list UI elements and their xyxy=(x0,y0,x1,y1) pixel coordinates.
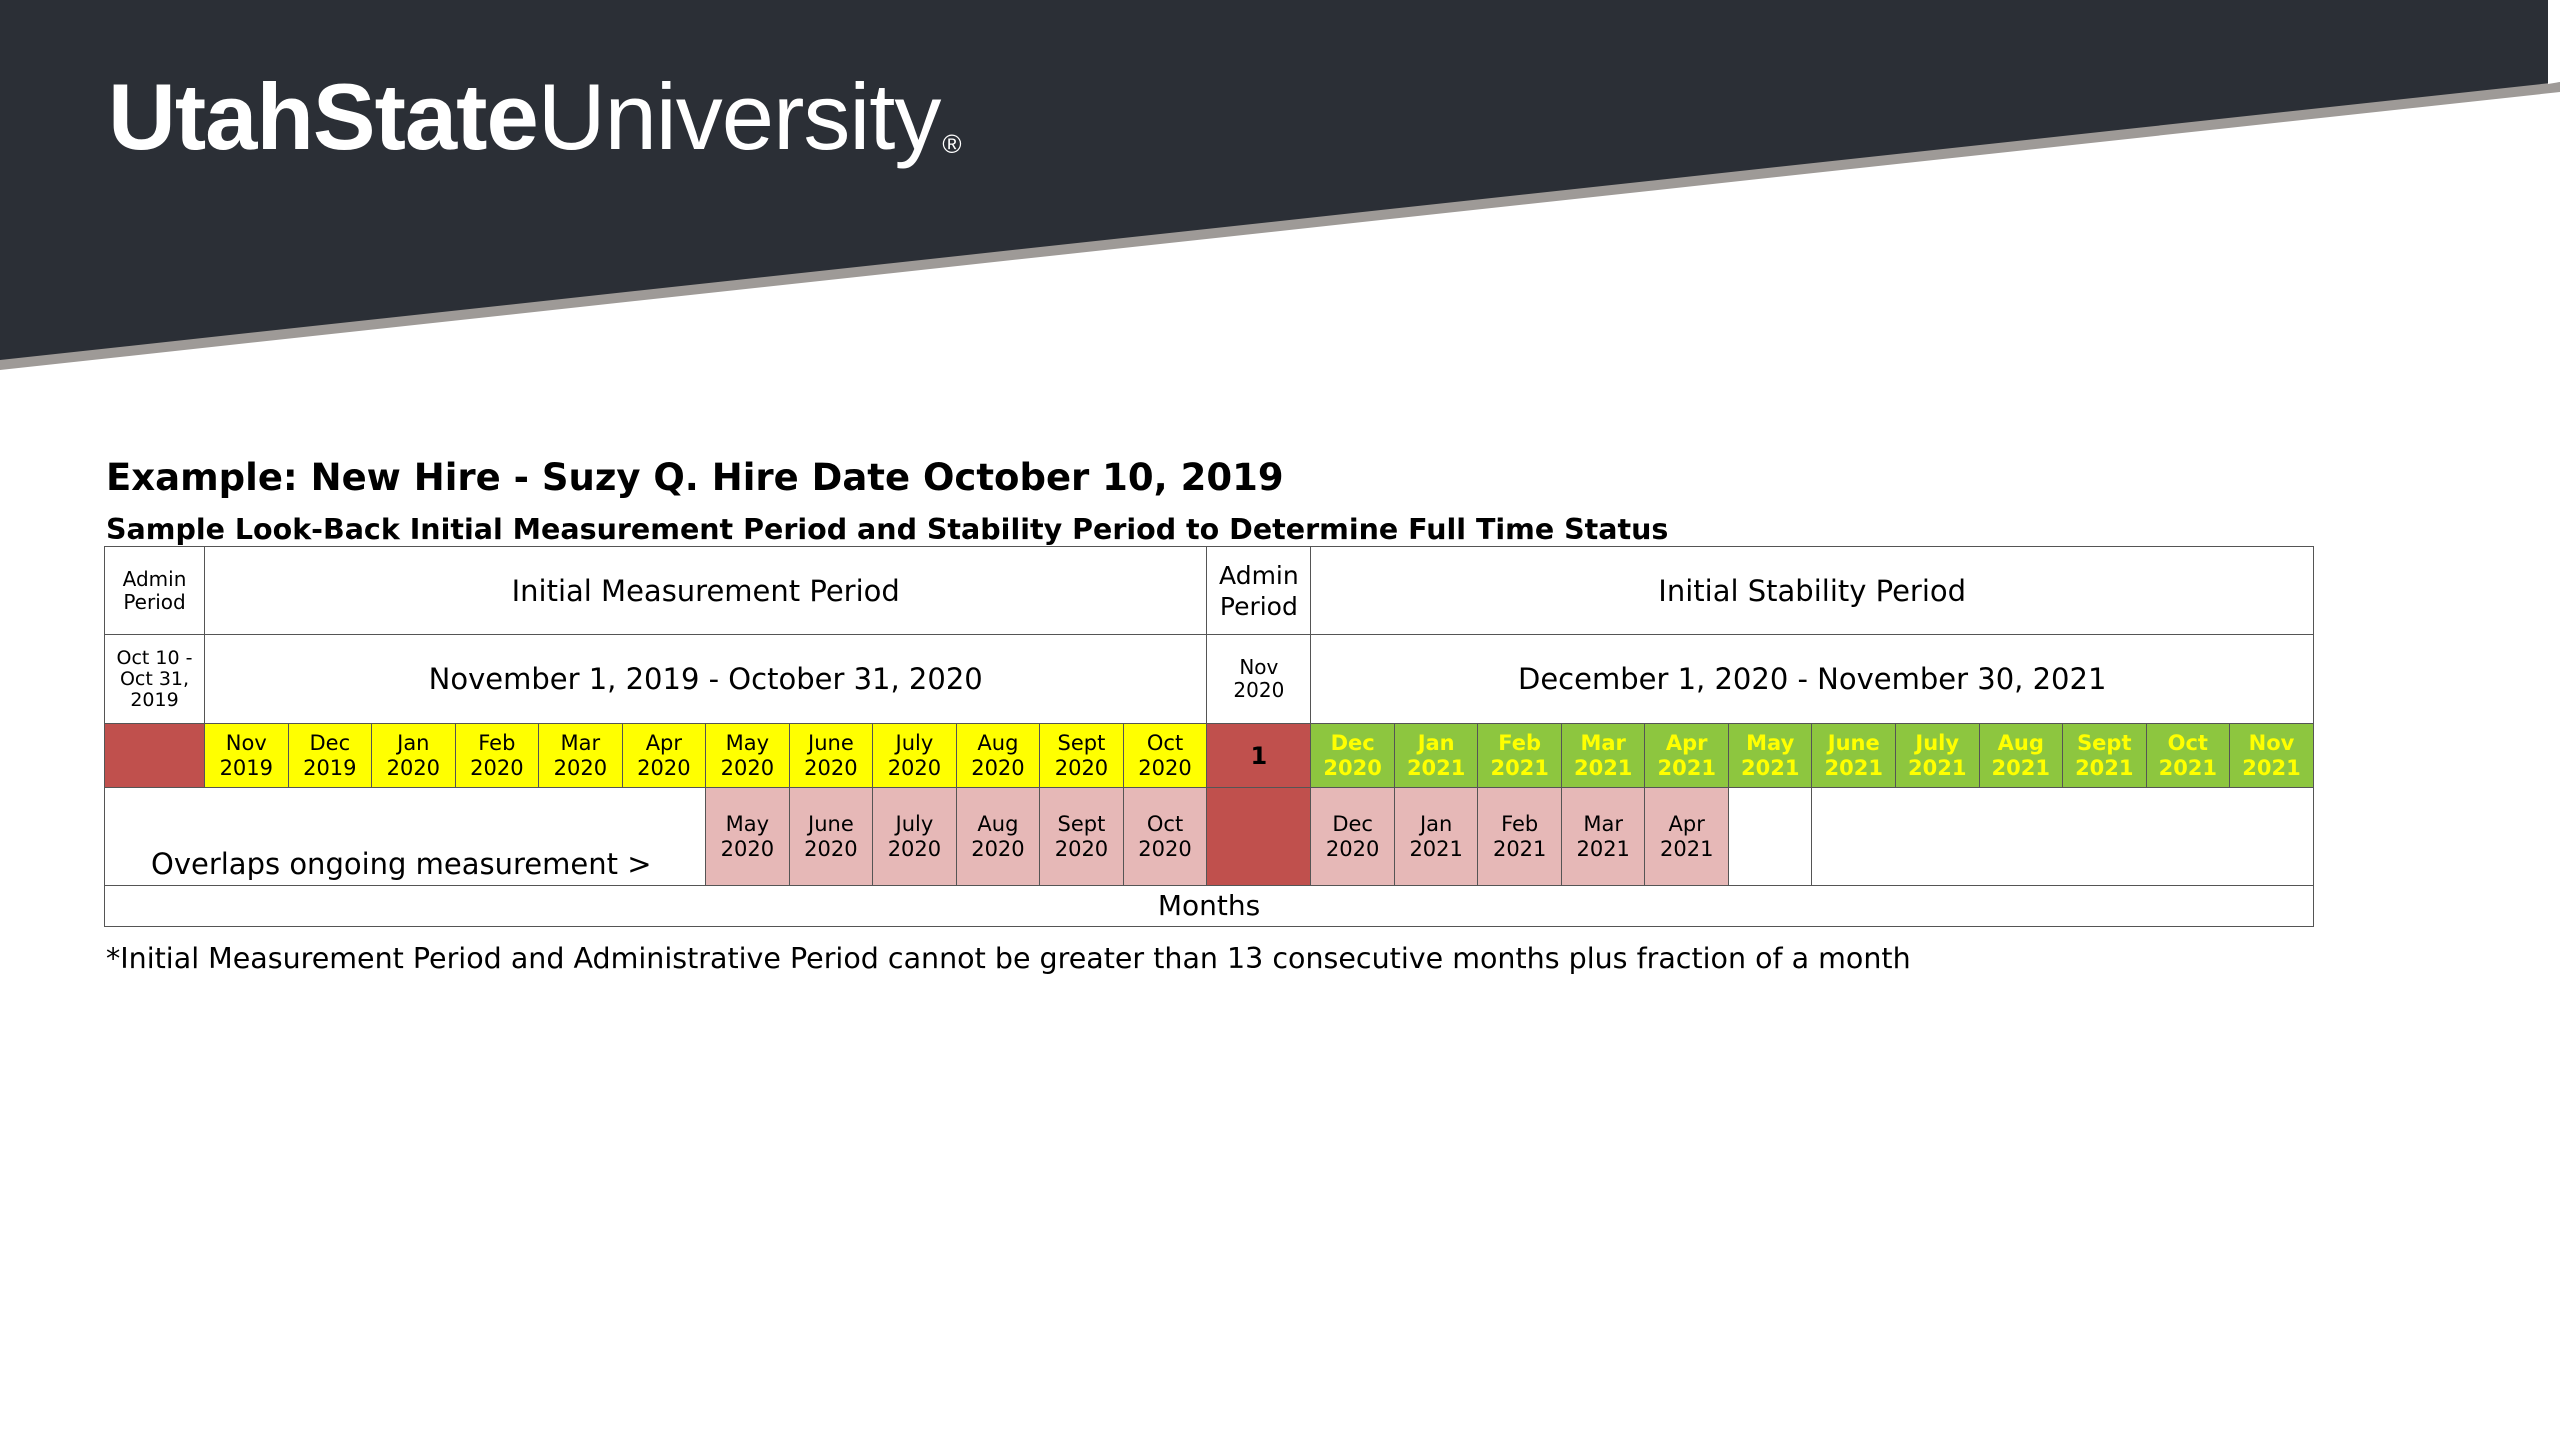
admin-dates-2: Nov 2020 xyxy=(1207,635,1311,724)
stability-month-cell: Nov 2021 xyxy=(2230,724,2314,788)
admin-dates-1: Oct 10 - Oct 31, 2019 xyxy=(105,635,205,724)
stability-month-cell: Aug 2021 xyxy=(1979,724,2063,788)
logo-bold-text: UtahState xyxy=(108,64,538,169)
date-range-row xyxy=(105,635,2314,724)
stability-month-cell: Dec 2020 xyxy=(1311,724,1395,788)
measurement-month-cell: Jan 2020 xyxy=(372,724,456,788)
overlap-stability-month-cell: Feb 2021 xyxy=(1478,788,1562,886)
header-banner xyxy=(0,0,2560,380)
overlap-stability-month-cell: Jan 2021 xyxy=(1394,788,1478,886)
overlap-admin-cell xyxy=(1207,788,1311,886)
lookback-table xyxy=(104,546,2314,927)
footnote: *Initial Measurement Period and Administrative Period cannot be greater than 13 consecutive months plus fraction of a month xyxy=(106,942,1911,975)
measurement-month-cell: Dec 2019 xyxy=(288,724,372,788)
stability-month-cell: Oct 2021 xyxy=(2146,724,2230,788)
measurement-month-cell: Nov 2019 xyxy=(205,724,289,788)
measurement-month-cell: May 2020 xyxy=(706,724,790,788)
measurement-month-cell: Feb 2020 xyxy=(455,724,539,788)
measurement-month-cell: June 2020 xyxy=(789,724,873,788)
overlap-stability-month-cell: Mar 2021 xyxy=(1561,788,1645,886)
banner-right-edge xyxy=(2548,0,2560,84)
registered-mark: ® xyxy=(942,129,961,159)
overlap-row xyxy=(105,788,2314,886)
overlap-measurement-month-cell: July 2020 xyxy=(873,788,957,886)
measurement-month-cell: Mar 2020 xyxy=(539,724,623,788)
admin-period-header-1: Admin Period xyxy=(105,547,205,635)
stability-date-range: December 1, 2020 - November 30, 2021 xyxy=(1311,635,2314,724)
page-subtitle: Sample Look-Back Initial Measurement Period and Stability Period to Determine Full Time Status xyxy=(106,513,1669,546)
stability-month-cell: Feb 2021 xyxy=(1478,724,1562,788)
stability-month-cell: Mar 2021 xyxy=(1561,724,1645,788)
overlap-measurement-month-cell: Sept 2020 xyxy=(1040,788,1124,886)
overlap-label: Overlaps ongoing measurement > xyxy=(105,788,706,886)
initial-measurement-period-header: Initial Measurement Period xyxy=(205,547,1207,635)
stability-month-cell: May 2021 xyxy=(1728,724,1812,788)
overlap-stability-month-cell: Apr 2021 xyxy=(1645,788,1729,886)
stability-month-cell: Sept 2021 xyxy=(2063,724,2147,788)
overlap-measurement-month-cell: May 2020 xyxy=(706,788,790,886)
stability-month-cell: July 2021 xyxy=(1896,724,1980,788)
overlap-measurement-month-cell: Oct 2020 xyxy=(1123,788,1207,886)
measurement-date-range: November 1, 2019 - October 31, 2020 xyxy=(205,635,1207,724)
banner-dark-shape xyxy=(0,0,2560,360)
overlap-empty-span xyxy=(1812,788,2314,886)
admin-period-header-2: Admin Period xyxy=(1207,547,1311,635)
measurement-month-cell: Aug 2020 xyxy=(956,724,1040,788)
months-label-row xyxy=(105,886,2314,927)
overlap-measurement-month-cell: Aug 2020 xyxy=(956,788,1040,886)
overlap-measurement-month-cell: June 2020 xyxy=(789,788,873,886)
initial-stability-period-header: Initial Stability Period xyxy=(1311,547,2314,635)
overlap-stability-month-cell: Dec 2020 xyxy=(1311,788,1395,886)
measurement-month-cell: Sept 2020 xyxy=(1040,724,1124,788)
measurement-month-cell: Oct 2020 xyxy=(1123,724,1207,788)
stability-month-cell: June 2021 xyxy=(1812,724,1896,788)
measurement-month-cell: July 2020 xyxy=(873,724,957,788)
logo-light-text: University xyxy=(537,64,941,169)
months-row xyxy=(105,724,2314,788)
overlap-empty-cell xyxy=(1728,788,1812,886)
usu-logo xyxy=(108,64,961,169)
measurement-month-cell: Apr 2020 xyxy=(622,724,706,788)
admin-month-marker: 1 xyxy=(1207,724,1311,788)
period-header-row xyxy=(105,547,2314,635)
admin-month-cell-1 xyxy=(105,724,205,788)
stability-month-cell: Jan 2021 xyxy=(1394,724,1478,788)
page-title: Example: New Hire - Suzy Q. Hire Date October 10, 2019 xyxy=(106,456,1284,499)
stability-month-cell: Apr 2021 xyxy=(1645,724,1729,788)
months-label: Months xyxy=(105,886,2314,927)
